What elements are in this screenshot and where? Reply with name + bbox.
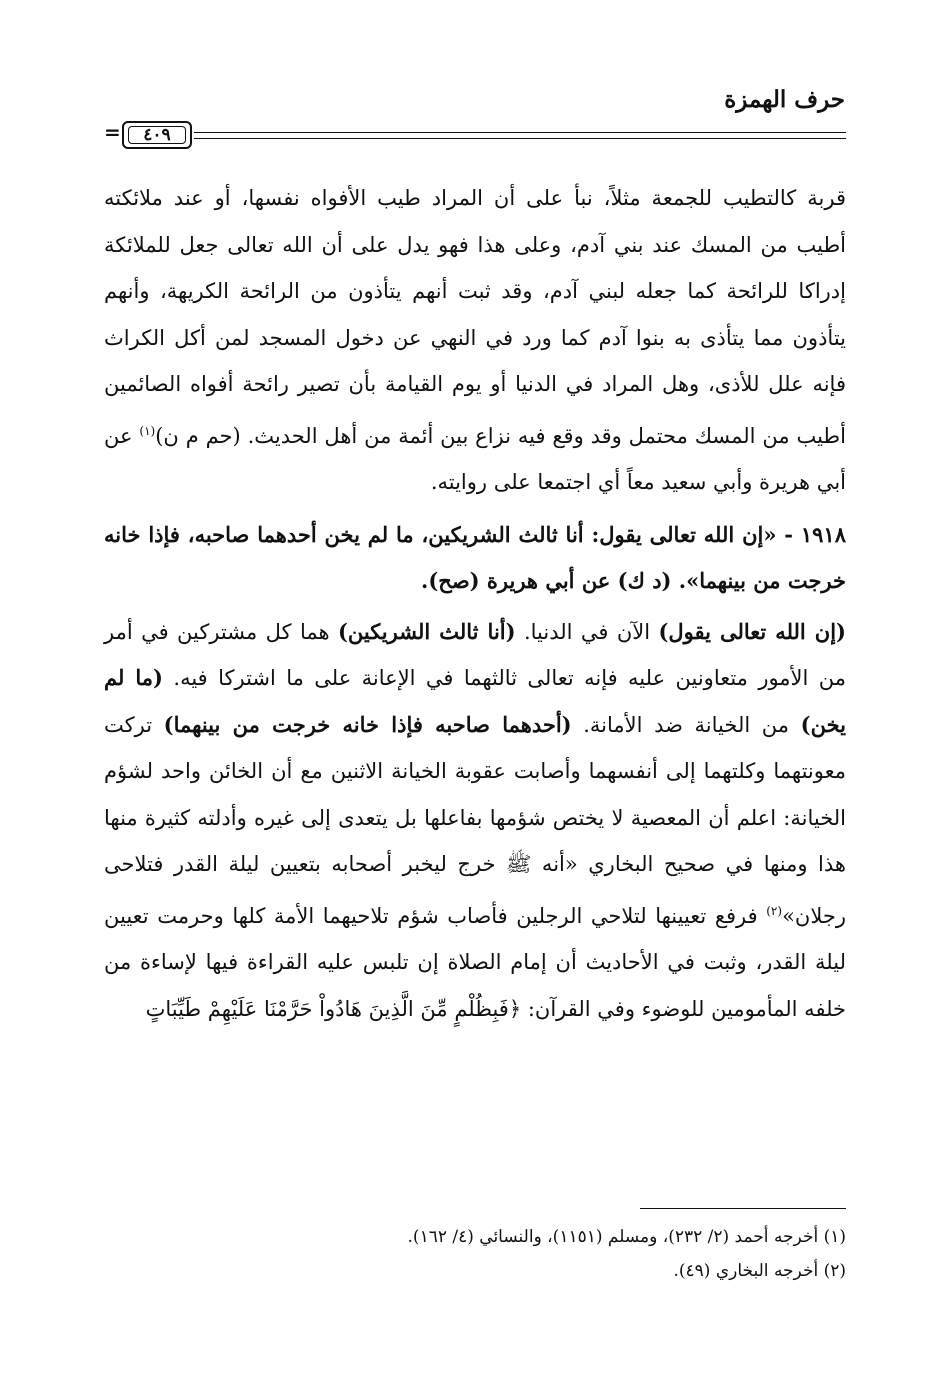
hadith-1918: ١٩١٨ - «إن الله تعالى يقول: أنا ثالث الشريكين، ما لم يخن أحدهما صاحبه، فإذا خانه خرجت من بينهما». (د ك) عن أبي هريرة (صح).: [104, 521, 846, 593]
commentary-paragraph: [104, 609, 846, 1033]
footnote-ref-1: (١): [139, 423, 156, 438]
commentary-quote-3: (ما لم يخن): [104, 665, 846, 737]
page-header-title: حرف الهمزة: [724, 86, 845, 113]
commentary-text-5: فرفع تعيينها لتلاحي الرجلين فأصاب شؤم تلاحيهما الأمة كلها وحرمت تعيين ليلة القدر، وثبت في الأحاديث أن إمام الصلاة إن تلبس عليه القراءة فيها لإساءة من خلفه المأمومين للوضوء وفي القرآن:: [104, 903, 846, 1021]
commentary-quote-2: (أنا ثالث الشريكين): [337, 618, 516, 644]
footnote-1: (١) أخرجه أحمد (٢/ ٢٣٢)، ومسلم (١١٥١)، والنسائي (٤/ ١٦٢).: [407, 1227, 846, 1247]
footnote-separator: [640, 1208, 846, 1209]
page-number-box: [122, 121, 192, 149]
commentary-quote-4: (أحدهما صاحبه فإذا خانه خرجت من بينهما): [163, 711, 572, 737]
footnote-ref-2: (٢): [766, 903, 783, 918]
header-rule: [104, 121, 846, 151]
commentary-text-4: تركت معونتهما وكلتهما إلى أنفسهما وأصابت عقوبة الخيانة الاثنين مع أن الخائن واحد لشؤم الخيانة: اعلم أن المعصية لا يختص شؤمها بفاعلها بل يتعدى إلى غيره وأدلته كثيرة منها هذا ومنها في صحيح البخاري «أنه ﷺ خرج ليخبر أصحابه بتعيين ليلة القدر فتلاحى رجلان»: [104, 712, 846, 928]
commentary-quote-1: (إن الله تعالى يقول): [658, 618, 846, 644]
footnote-2: (٢) أخرجه البخاري (٤٩).: [673, 1261, 846, 1281]
commentary-text-1: الآن في الدنيا.: [515, 619, 659, 644]
paragraph-continuation: [104, 175, 846, 506]
paragraph-text: قربة كالتطيب للجمعة مثلاً، نبأ على أن المراد طيب الأفواه نفسها، أو عند ملائكته أطيب من المسك عند بني آدم، وعلى هذا فهو يدل على أن الله تعالى جعل للملائكة إدراكا للرائحة كما جعله لبني آدم، وقد ثبت أنهم يتأذون من الرائحة الكريهة، وأنهم يتأذون مما يتأذى به بنوا آدم كما ورد في النهي عن دخول المسجد لمن أكل الكراث فإنه علل للأذى، وهل المراد في الدنيا أو يوم القيامة بأن تصير رائحة أفواه الصائمين أطيب من المسك محتمل وقد وقع فيه نزاع بين أئمة من أهل الحديث. (حم م ن): [104, 186, 846, 448]
page-number: ٤٠٩: [128, 126, 186, 144]
commentary-text-2: هما كل مشتركين في أمر من الأمور متعاونين عليه فإنه تعالى ثالثهما في الإعانة على ما اشتركا فيه.: [104, 619, 846, 690]
paragraph-tail: عن أبي هريرة وأبي سعيد معاً أي اجتمعا على روايته.: [104, 423, 846, 494]
commentary-text-3: من الخيانة ضد الأمانة.: [571, 712, 801, 737]
footnotes: [104, 1220, 846, 1288]
header-rule-line-2: [194, 138, 846, 139]
quran-quote: ﴿فَبِظُلْمٍ مِّنَ الَّذِينَ هَادُواْ حَرَّمْنَا عَلَيْهِمْ طَيِّبَاتٍ: [145, 996, 522, 1021]
header-rule-line-1: [194, 132, 846, 133]
main-text: [104, 175, 846, 1032]
header-mark: =: [104, 120, 121, 144]
